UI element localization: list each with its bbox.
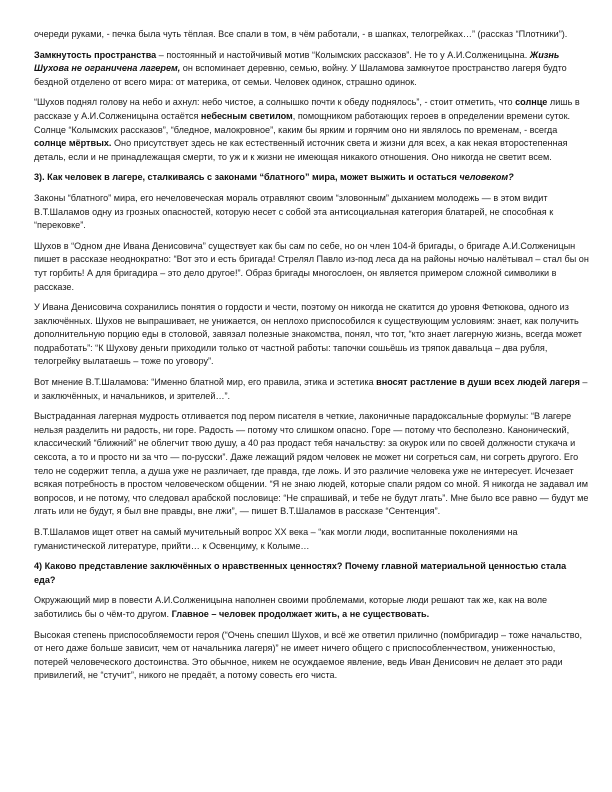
bold-run: небесным светилом — [200, 110, 293, 121]
text-run: очереди руками, - печка была чуть тёплая. Все спали в том, в чём работали, - в шапках, телогрейках…” (рассказ “Плотники”). — [34, 29, 568, 39]
bold-run: Главное – человек продолжает жить, а не существовать. — [171, 608, 430, 619]
text-run: “Шухов поднял голову на небо и ахнул: небо чистое, а солнышко почти к обеду поднялось”, - стоит отметить, что — [34, 97, 516, 108]
italic-run: человеком? — [459, 172, 514, 183]
paragraph — [34, 49, 590, 90]
paragraph — [34, 410, 590, 519]
paragraph — [34, 28, 590, 42]
text-run: он вспоминает деревню, семью, войну. У Шаламова замкнутое пространство лагеря будто бездной отделено от всего мира: от материка, от семьи. Человек одинок, страшно одинок. — [34, 63, 567, 87]
document-body — [34, 28, 590, 683]
text-run: , помощником работающих героев в определении времени суток. Солнце “Колымских рассказов”, “бледное, малокровное”, каким бы ярким и горячим оно ни являлось по временам, - всегда — [34, 110, 571, 135]
text-run: 4) Каково представление заключённых о нравственных ценностях? Почему главной материальной ценностью стала еда? — [34, 561, 567, 585]
paragraph — [34, 96, 590, 164]
paragraph — [34, 376, 590, 403]
emphasis-text: Жизнь Шухова не ограничена лагерем, — [34, 49, 560, 74]
paragraph — [34, 240, 590, 294]
paragraph — [34, 526, 590, 553]
paragraph — [34, 301, 590, 369]
text-run: Высокая степень приспособляемости героя (“Очень спешил Шухов, и всё же ответил прилично (помбригадир – тоже начальство, от него даже больше зависит, чем от начальника лагеря)” не имеет ничего общего с приспособленчеством, униженностью, потерей человеческого достоинства. Это обычное, никем не осуждаемое явление, ведь Иван Денисович не делает это ради привилегий, не “стучит”, никого не предаёт, а потому совесть его чиста. — [34, 629, 583, 681]
bold-run: солнце — [515, 97, 548, 108]
text-run: Законы “блатного” мира, его нечеловеческая мораль отравляют своим “зловонным” дыханием молодежь — в этом видит В.Т.Шаламов одну из грозных опасностей, которую несет с собой эта антисоциальная категория блатарей, не способная к “перековке”. — [34, 192, 554, 231]
text-run: – и заключённых, и начальников, и зрителей…”. — [34, 377, 588, 401]
bold-run: Замкнутость пространства — [34, 49, 157, 60]
text-run: – постоянный и настойчивый мотив “Колымских рассказов”. Не то у А.И.Солженицына. — [156, 49, 530, 60]
text-run: В.Т.Шаламов ищет ответ на самый мучительный вопрос XX века – “как могли люди, воспитанные поколениями на гуманистической литературе, прийти… к Освенциму, к Колыме… — [34, 527, 518, 551]
bold-run: вносят растление в души всех людей лагеря — [376, 377, 580, 388]
text-run: Окружающий мир в повести А.И.Солженицына наполнен своими проблемами, которые люди решают так же, как на воле заботились бы о чём-то другом. — [34, 595, 548, 619]
text-run: Оно присутствует здесь не как естественный источник света и жизни для всех, а как некая второстепенная деталь, если и не принадлежащая смерти, то уж и к жизни не имеющая никакого отношения. Оно никогда не светит всем. — [34, 138, 568, 162]
bold-run: солнце мёртвых. — [34, 138, 112, 149]
text-run: У Ивана Денисовича сохранились понятия о гордости и чести, поэтому он никогда не скатится до уровня Фетюкова, одного из заключённых. Шухов не выпрашивает, не унижается, он неплохо приспособился к существующим условиям: знает, как получить дополнительную порцию еды в столовой, завязал полезные знакомства, понял, что тот, “кто знает лагерную жизнь, всегда может подработать”: “К Шухову деньги приходили только от частной работы: тапочки сошьёшь из тряпок давальца – два рубля, телогрейку вылатаешь – тоже по уговору”. — [34, 302, 583, 367]
paragraph — [34, 192, 590, 233]
text-run: Выстраданная лагерная мудрость отливается под пером писателя в четкие, лаконичные парадоксальные формулы: “В лагере нельзя разделить ни радость, ни горе. Радость — потому что слишком опасно. Горе — потому что бесполезно. Канонический, классический “ближний” не облегчит твою душу, а 40 раз продаст тебя начальству: за окурок или по своей должности стукача и сексота, а то и просто ни за что — по-русски”. Даже лежащий рядом человек не может ни согреться сам, ни согреть другого. Его тело не содержит тепла, а душа уже не различает, где правда, где ложь. И это различие человека уже не интересует. Исчезает всякая потребность в простом человеческом общении. “Я не знаю людей, которые спали рядом со мной. Я никогда не задавал им вопросов, и не потому, что следовал арабской пословице: “Не спрашивай, и тебе не будут лгать”. Мне было все равно — будут ме лгать или не будут, я был вне правды, вне лжи”, — пишет В.Т.Шаламов в рассказе “Сентенция”. — [34, 411, 589, 517]
text-run: Шухов в “Одном дне Ивана Денисовича” существует как бы сам по себе, но он член 104-й бригады, о бригаде А.И.Солженицын пишет в рассказе неоднократно: “Вот это и есть бригада! Стрелял Павло из-под леса да на районы ночью налётывал – стал бы он тут горбить! А для бригадира – это дело другое!”. Образ бригады многослоен, он является примером сложной символики в рассказе. — [34, 240, 589, 292]
text-run: Вот мнение В.Т.Шаламова: “Именно блатной мир, его правила, этика и эстетика — [34, 377, 377, 388]
paragraph — [34, 594, 590, 621]
paragraph — [34, 629, 590, 683]
section-heading — [34, 171, 590, 185]
text-run: 3). Как человек в лагере, сталкиваясь с законами “блатного” мира, может выжить и остаться — [34, 172, 460, 183]
text-run: лишь в рассказе у А.И.Солженицына остаётся — [34, 97, 580, 121]
section-heading — [34, 560, 590, 587]
